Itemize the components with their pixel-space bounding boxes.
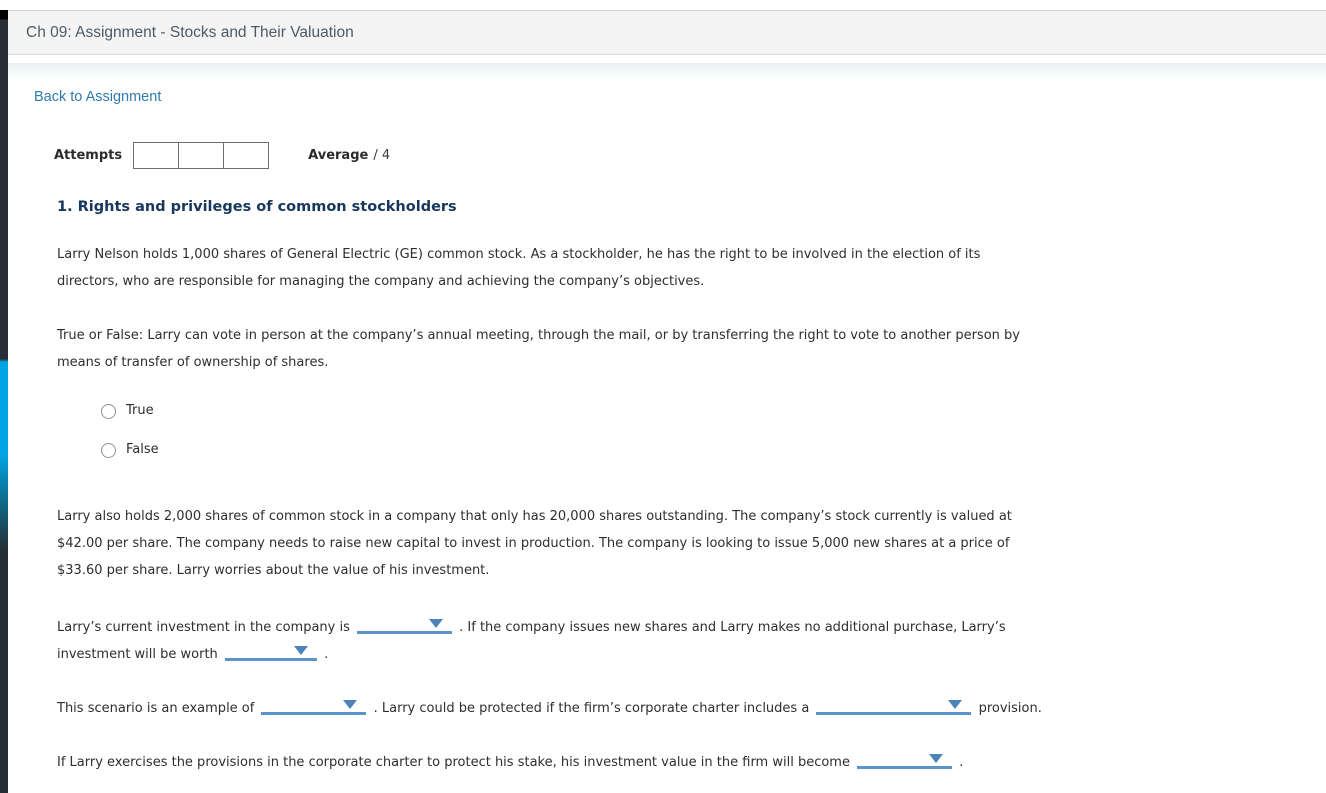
fill-in-text: If Larry exercises the provisions in the corporate charter to protect his stake, his investment value in the firm will become xyxy=(57,755,855,770)
attempt-score-box xyxy=(223,142,269,169)
back-to-assignment-link[interactable]: Back to Assignment xyxy=(34,89,162,105)
answer-dropdown[interactable] xyxy=(816,698,971,715)
fill-in-block xyxy=(57,749,1326,776)
fill-in-block xyxy=(57,614,1326,668)
radio-button-icon[interactable] xyxy=(101,443,116,458)
assignment-title: Ch 09: Assignment - Stocks and Their Valuation xyxy=(26,23,354,41)
attempts-row xyxy=(54,142,1326,169)
fill-in-text: investment will be worth xyxy=(57,647,222,662)
fill-in-text: Larry’s current investment in the company is xyxy=(57,620,354,635)
average-label: Average xyxy=(308,148,369,163)
paragraph-line: means of transfer of ownership of shares. xyxy=(57,355,329,370)
question-heading: 1. Rights and privileges of common stockholders xyxy=(57,199,457,215)
assignment-header-bar xyxy=(8,10,1326,55)
fill-in-line xyxy=(57,641,1326,668)
attempt-score-box xyxy=(178,142,224,169)
radio-option-label: False xyxy=(126,442,159,457)
paragraph-line: True or False: Larry can vote in person at the company’s annual meeting, through the mail, or by transferring the right to vote to another person by xyxy=(57,328,1020,343)
fill-in-line xyxy=(57,749,1326,776)
answer-dropdown[interactable] xyxy=(261,698,366,715)
average-value: / 4 xyxy=(373,148,391,163)
paragraph-line: Larry Nelson holds 1,000 shares of General Electric (GE) common stock. As a stockholder, he has the right to be involved in the election of its xyxy=(57,247,981,262)
chevron-down-icon[interactable] xyxy=(294,646,308,655)
answer-dropdown[interactable] xyxy=(225,644,317,661)
fill-in-text: . xyxy=(319,647,329,662)
attempts-label: Attempts xyxy=(54,148,123,163)
paragraph xyxy=(57,241,1326,295)
paragraph-line: $33.60 per share. Larry worries about the value of his investment. xyxy=(57,563,490,578)
fill-in-line xyxy=(57,695,1326,722)
chevron-down-icon[interactable] xyxy=(343,700,357,709)
chevron-down-icon[interactable] xyxy=(929,754,943,763)
answer-dropdown[interactable] xyxy=(857,752,952,769)
attempt-score-boxes xyxy=(133,142,269,169)
fill-in-text: . If the company issues new shares and Larry makes no additional purchase, Larry’s xyxy=(455,620,1006,635)
app-side-rail xyxy=(0,10,8,793)
chevron-down-icon[interactable] xyxy=(429,619,443,628)
radio-option-label: True xyxy=(126,403,154,418)
chevron-down-icon[interactable] xyxy=(948,700,962,709)
intro-paragraphs xyxy=(57,241,1326,376)
paragraph-line: directors, who are responsible for managing the company and achieving the company’s objectives. xyxy=(57,274,705,289)
attempt-score-box xyxy=(133,142,179,169)
fill-in-line xyxy=(57,614,1326,641)
fill-in-text: This scenario is an example of xyxy=(57,701,259,716)
paragraph xyxy=(57,503,1326,584)
main-content xyxy=(8,10,1326,776)
back-link-row xyxy=(34,86,1326,105)
fill-in-text: provision. xyxy=(974,701,1042,716)
paragraph-line: $42.00 per share. The company needs to raise new capital to invest in production. The company is looking to issue 5,000 new shares at a price of xyxy=(57,536,1010,551)
fill-in-text: . Larry could be protected if the firm’s corporate charter includes a xyxy=(369,701,814,716)
true-false-radio-group xyxy=(101,398,1326,463)
paragraph xyxy=(57,322,1326,376)
scenario-paragraph xyxy=(57,503,1326,584)
paragraph-line: Larry also holds 2,000 shares of common stock in a company that only has 20,000 shares outstanding. The company’s stock currently is valued at xyxy=(57,509,1012,524)
fill-in-block xyxy=(57,695,1326,722)
radio-button-icon[interactable] xyxy=(101,404,116,419)
radio-option-false[interactable] xyxy=(101,437,1326,463)
answer-dropdown[interactable] xyxy=(357,617,452,634)
fill-in-text: . xyxy=(955,755,964,770)
radio-option-true[interactable] xyxy=(101,398,1326,424)
fill-in-sections xyxy=(57,614,1326,776)
toolbar-strip xyxy=(8,63,1326,77)
